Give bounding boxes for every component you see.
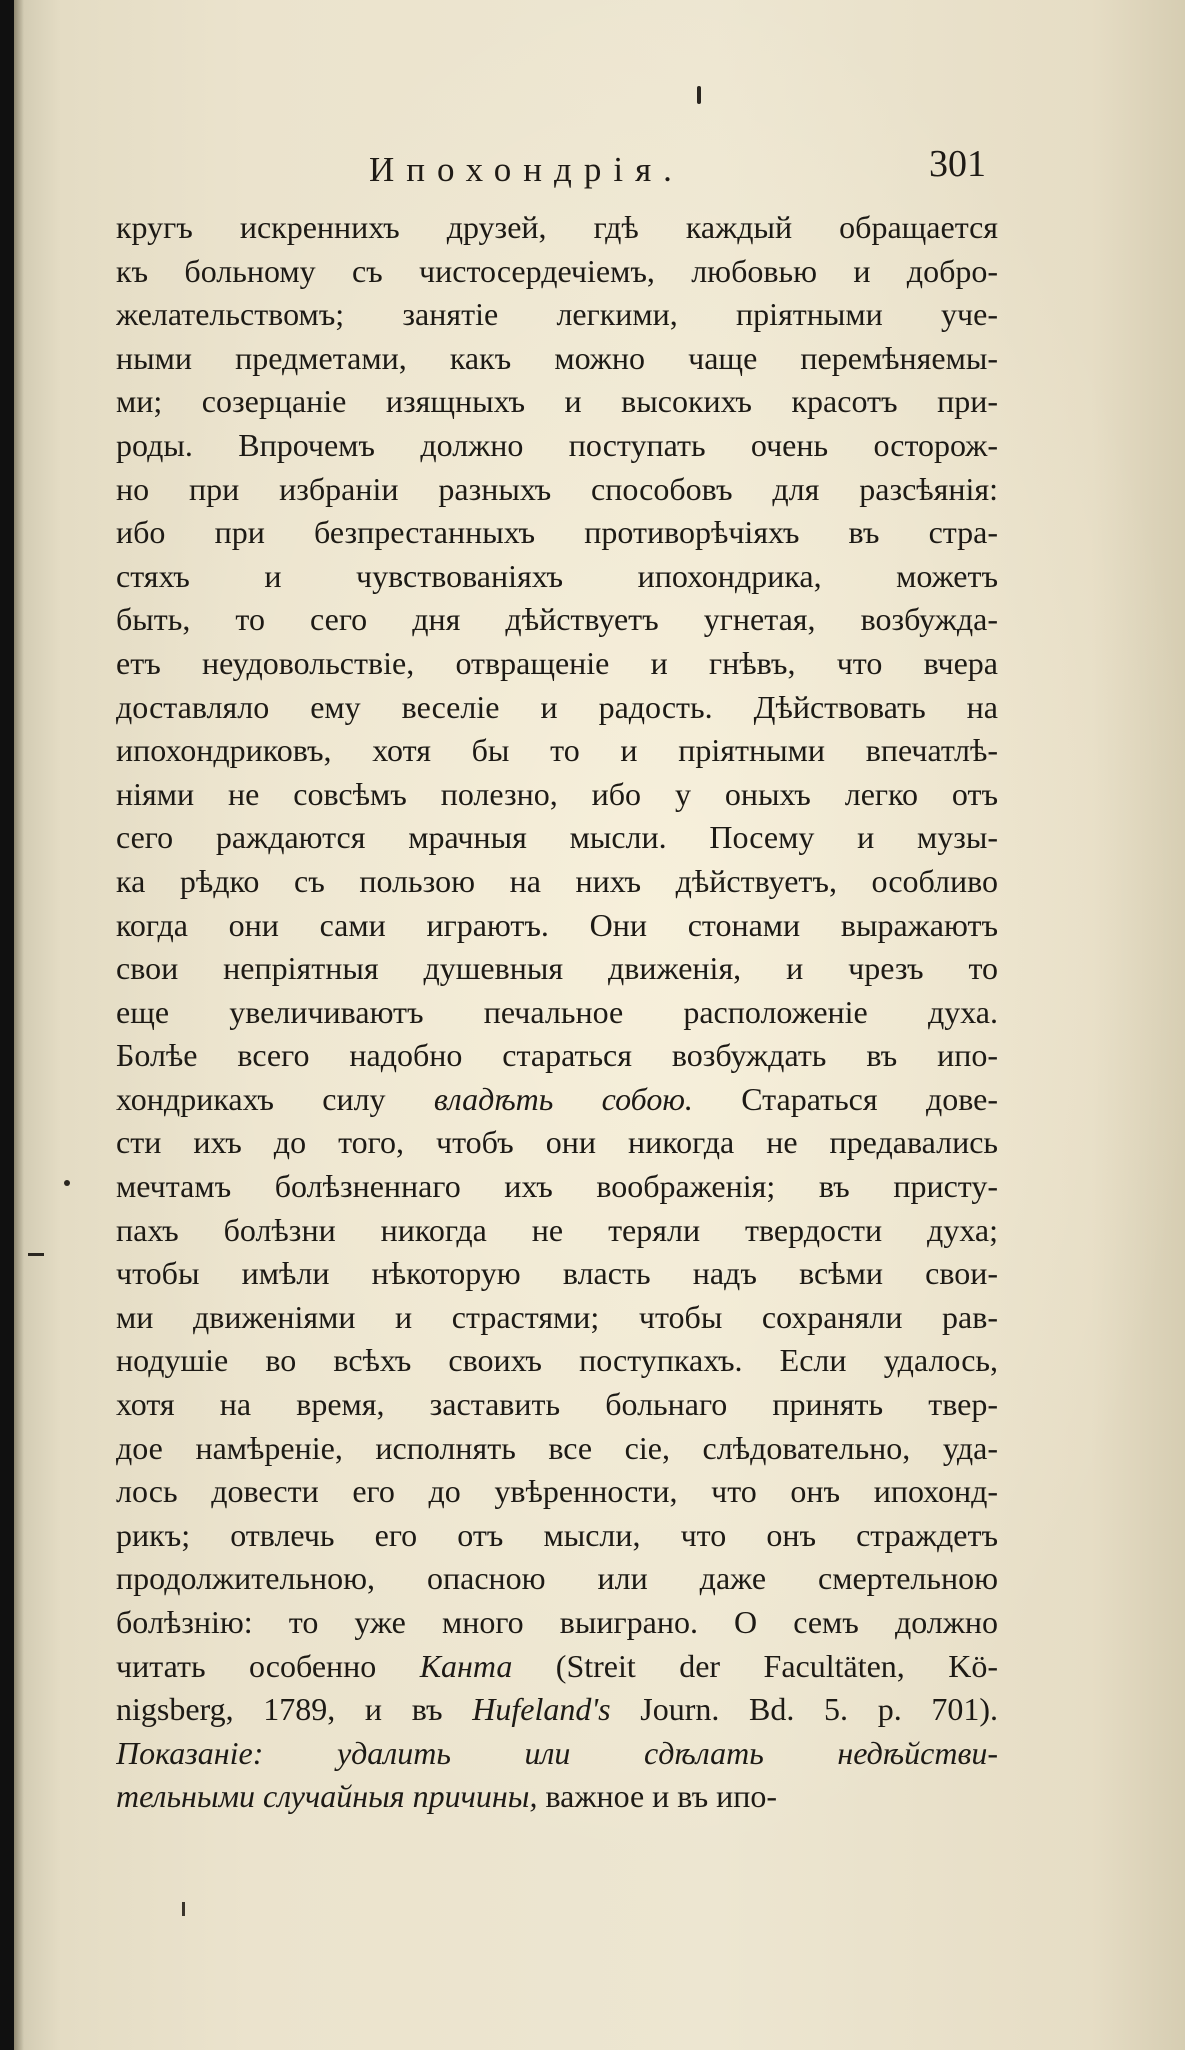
text-line (116, 468, 998, 512)
text-run: хондрикахъ силу (116, 1080, 434, 1117)
text-run: ка рѣдко съ пользою на нихъ дѣйствуетъ, особливо (116, 862, 998, 899)
text-line (116, 1732, 998, 1776)
text-run: ибо при безпрестанныхъ противорѣчіяхъ въ стра- (116, 514, 998, 551)
text-line (116, 1514, 998, 1558)
text-line (116, 1557, 998, 1601)
text-line (116, 860, 998, 904)
text-run: ніями не совсѣмъ полезно, ибо у оныхъ легко отъ (116, 775, 998, 812)
italic-text: тельными случайныя причины, (116, 1778, 538, 1815)
text-line (116, 1339, 998, 1383)
text-run: стяхъ и чувствованіяхъ ипохондрика, можетъ (116, 557, 998, 594)
italic-text: Hufeland's (472, 1691, 611, 1728)
text-run: мечтамъ болѣзненнаго ихъ воображенія; въ присту- (116, 1168, 998, 1205)
text-run: роды. Впрочемъ должно поступать очень осторож- (116, 426, 998, 463)
body-text (116, 206, 998, 1819)
text-line (116, 1296, 998, 1340)
text-line (116, 1209, 998, 1253)
text-run: Journ. Bd. 5. p. 701). (610, 1691, 998, 1728)
text-run: но при избраніи разныхъ способовъ для разсѣянія: (116, 470, 998, 507)
margin-dash (28, 1253, 44, 1256)
text-line (116, 511, 998, 555)
text-line (116, 293, 998, 337)
text-line (116, 1775, 998, 1819)
text-line (116, 686, 998, 730)
text-run: болѣзнію: то уже много выиграно. О семъ должно (116, 1604, 998, 1640)
text-run: ми движеніями и страстями; чтобы сохраняли рав- (116, 1298, 998, 1335)
text-line (116, 947, 998, 991)
text-line (116, 1427, 998, 1471)
text-line (116, 1688, 998, 1732)
italic-text: Канта (419, 1647, 513, 1684)
text-run: пахъ болѣзни никогда не теряли твердости духа; (116, 1211, 998, 1248)
text-run: рикъ; отвлечь его отъ мысли, что онъ страждетъ (116, 1516, 998, 1553)
text-line (116, 206, 998, 250)
text-run: важное и въ ипо- (537, 1778, 778, 1815)
text-run: ми; созерцаніе изящныхъ и высокихъ красотъ при- (116, 383, 998, 420)
text-line (116, 991, 998, 1035)
text-run: быть, то сего дня дѣйствуетъ угнетая, возбужда- (116, 601, 998, 638)
text-line (116, 1034, 998, 1078)
text-line (116, 773, 998, 817)
running-title: Ипохондрія. (369, 150, 684, 189)
text-run: свои непріятныя душевныя движенія, и чрезъ то (116, 950, 998, 987)
text-run: (Streit der Facultäten, Kö- (512, 1647, 998, 1684)
text-run: Болѣе всего надобно стараться возбуждать въ ипо- (116, 1037, 998, 1074)
text-line (116, 337, 998, 381)
italic-text: Показаніе: удалить или сдѣлать недѣйстви- (116, 1734, 998, 1771)
page-header (14, 140, 1185, 200)
text-run: етъ неудовольствіе, отвращеніе и гнѣвъ, что вчера (116, 644, 998, 681)
text-run: дое намѣреніе, исполнять все сіе, слѣдовательно, уда- (116, 1429, 998, 1466)
text-line (116, 598, 998, 642)
text-run: нодушіе во всѣхъ своихъ поступкахъ. Если удалось, (116, 1342, 998, 1379)
italic-text: владѣть собою. (433, 1080, 693, 1117)
text-run: лось довести его до увѣренности, что онъ ипохонд- (116, 1473, 998, 1510)
text-line (116, 1165, 998, 1209)
margin-dot (64, 1180, 70, 1186)
text-line (116, 424, 998, 468)
text-run: хотя на время, заставить больнаго принять твер- (116, 1386, 998, 1423)
text-run: кругъ искреннихъ друзей, гдѣ каждый обращается (116, 209, 998, 245)
text-run: доставляло ему веселіе и радость. Дѣйствовать на (116, 688, 998, 725)
text-line (116, 1252, 998, 1296)
text-run: ными предметами, какъ можно чаще перемѣняемы- (116, 339, 998, 376)
text-line (116, 1383, 998, 1427)
text-line (116, 1078, 998, 1122)
bottom-mark (182, 1902, 185, 1916)
text-run: еще увеличиваютъ печальное расположеніе духа. (116, 993, 998, 1030)
text-run: Стараться дове- (692, 1080, 998, 1117)
text-run: когда они сами играютъ. Они стонами выражаютъ (116, 906, 998, 943)
text-line (116, 1645, 998, 1689)
book-page (14, 0, 1185, 2050)
page-number: 301 (929, 143, 986, 185)
text-line (116, 642, 998, 686)
text-line (116, 1121, 998, 1165)
text-run: nigsberg, 1789, и въ (116, 1691, 473, 1728)
text-line (116, 816, 998, 860)
text-line (116, 1470, 998, 1514)
text-run: продолжительною, опасною или даже смертельною (116, 1560, 998, 1597)
text-line (116, 380, 998, 424)
top-mark (697, 86, 701, 104)
text-run: къ больному съ чистосердечіемъ, любовью и добро- (116, 252, 998, 289)
text-line (116, 1601, 998, 1645)
text-line (116, 555, 998, 599)
text-run: сего раждаются мрачныя мысли. Посему и музы- (116, 819, 998, 856)
text-run: сти ихъ до того, чтобъ они никогда не предавались (116, 1124, 998, 1161)
text-run: ипохондриковъ, хотя бы то и пріятными впечатлѣ- (116, 732, 998, 769)
text-line (116, 729, 998, 773)
text-run: желательствомъ; занятіе легкими, пріятными уче- (116, 296, 998, 333)
text-line (116, 250, 998, 294)
text-run: чтобы имѣли нѣкоторую власть надъ всѣми свои- (116, 1255, 998, 1292)
text-run: читать особенно (116, 1647, 420, 1684)
text-line (116, 904, 998, 948)
